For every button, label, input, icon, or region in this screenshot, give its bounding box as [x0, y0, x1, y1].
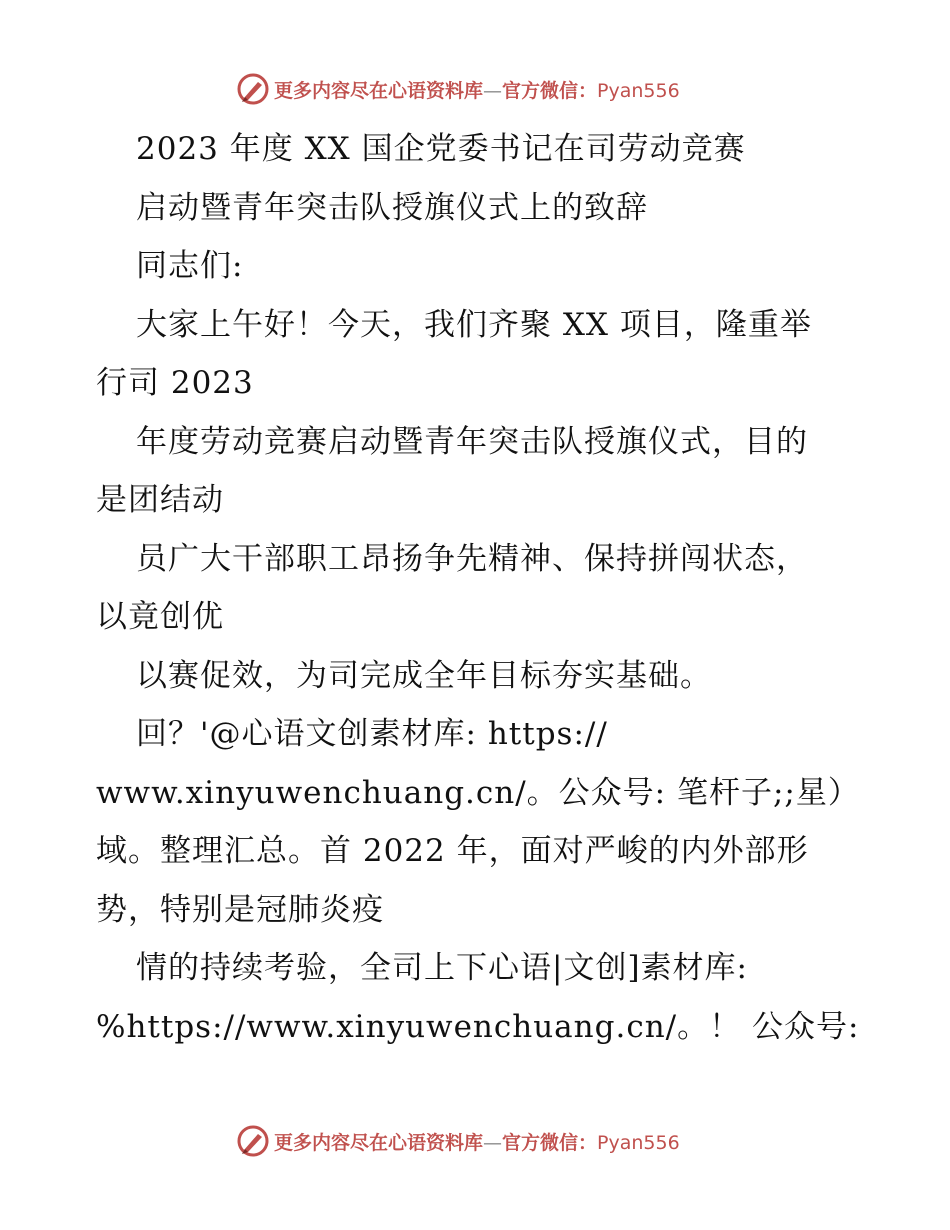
body-line: 以竟创优: [96, 599, 224, 635]
document-body: [96, 120, 860, 1056]
body-line: 以赛促效，为司完成全年目标夯实基础。: [136, 657, 712, 694]
banner-separator: —: [483, 1131, 503, 1154]
pen-logo-icon: [236, 1124, 270, 1158]
body-line: 是团结动: [96, 482, 224, 518]
body-line: 势，特别是冠肺炎疫: [96, 891, 384, 928]
banner-wechat-id: Pyan556: [597, 1131, 680, 1154]
banner-wechat-id: Pyan556: [597, 79, 680, 102]
body-line: 员广大干部职工昂扬争先精神、保持拼闯状态，: [136, 540, 808, 577]
body-line: 回？'@心语文创素材库: https://: [136, 716, 608, 752]
body-line: %https://www.xinyuwenchuang.cn/。！ 公众号:: [96, 1008, 860, 1045]
banner-official-text: 官方微信：: [502, 79, 598, 102]
body-line: www.xinyuwenchuang.cn/。公众号: 笔杆子;;星）: [96, 774, 860, 811]
title-line-1: 2023 年度 XX 国企党委书记在司劳动竞赛: [136, 131, 746, 167]
body-line: 年度劳动竞赛启动暨青年突击队授旗仪式，目的: [136, 423, 808, 460]
body-line: 行司 2023: [96, 365, 254, 401]
banner-separator: —: [483, 79, 503, 102]
banner-official-text: 官方微信：: [502, 1131, 598, 1154]
body-line: 情的持续考验，全司上下心语|文创]素材库:: [136, 950, 748, 986]
banner-main-text: 更多内容尽在心语资料库: [274, 1131, 484, 1154]
body-line: 域。整理汇总。首 2022 年，面对严峻的内外部形: [96, 833, 809, 869]
watermark-banner-top: [236, 72, 756, 106]
salutation: 同志们:: [136, 248, 244, 284]
watermark-banner-bottom: [236, 1124, 756, 1158]
body-line: 大家上午好！今天，我们齐聚 XX 项目，隆重举: [136, 306, 812, 343]
banner-main-text: 更多内容尽在心语资料库: [274, 79, 484, 102]
pen-logo-icon: [236, 72, 270, 106]
title-line-2: 启动暨青年突击队授旗仪式上的致辞: [136, 189, 648, 226]
